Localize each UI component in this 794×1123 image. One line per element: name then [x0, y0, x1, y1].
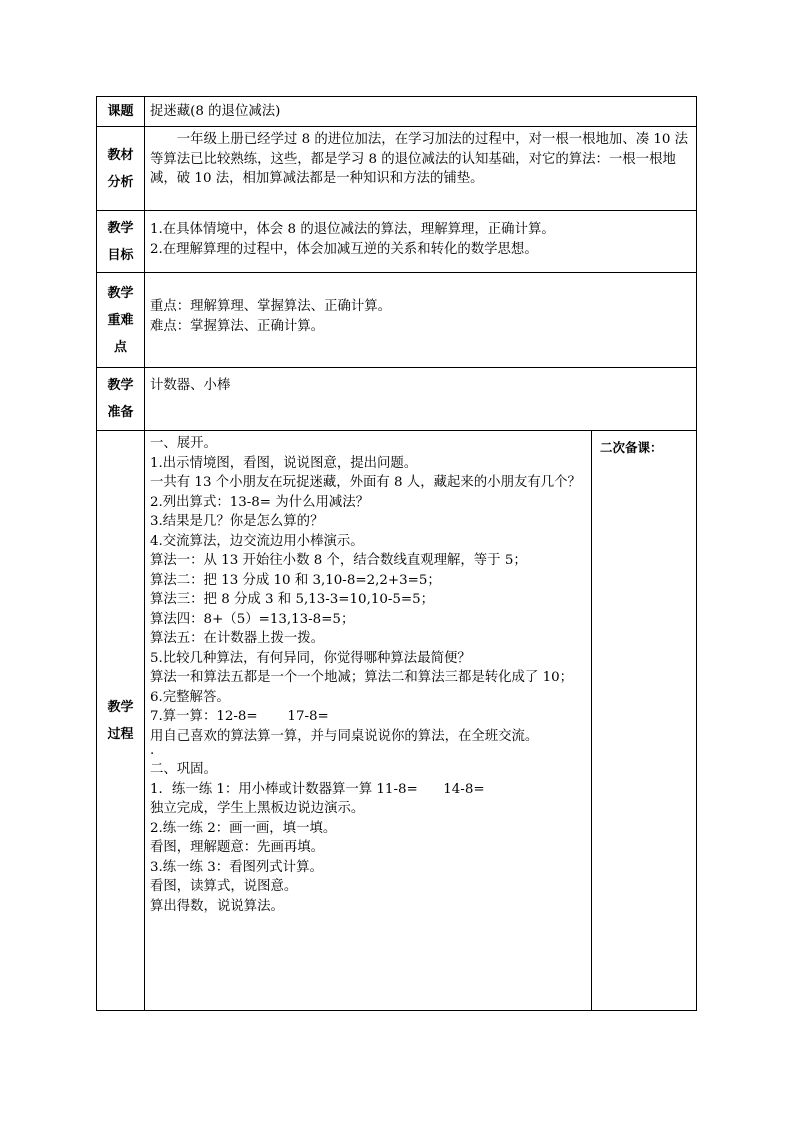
process-line: 算法一：从 13 开始往小数 8 个，结合数线直观理解，等于 5；: [150, 553, 527, 568]
process-line: 二、巩固。: [150, 762, 217, 777]
preparation-content: [145, 368, 697, 431]
key-point-item: 重点：理解算理、掌握算法、正确计算。: [150, 299, 392, 314]
process-line: 算法五：在计数器上拨一拨。: [150, 631, 325, 646]
process-line: 1．练一练 1：用小棒或计数器算一算 11-8= 14-8=: [150, 781, 485, 797]
process-line: 4.交流算法，边交流边用小棒演示。: [150, 533, 364, 549]
preparation-text: 计数器、小棒: [150, 378, 231, 393]
process-line: 看图，理解题意：先画再填。: [150, 840, 325, 855]
goals-content: [145, 211, 697, 273]
process-line: 一共有 13 个小朋友在玩捉迷藏，外面有 8 人，藏起来的小朋友有几个？: [150, 475, 581, 490]
process-line: 独立完成，学生上黑板边说边演示。: [150, 801, 365, 816]
row-preparation: [97, 368, 697, 431]
process-line: 看图，读算式，说图意。: [150, 879, 298, 894]
row-topic: [97, 97, 697, 127]
analysis-content: [145, 127, 697, 211]
goal-item: 1.在具体情境中，体会 8 的退位减法的算法，理解算理，正确计算。: [150, 222, 555, 237]
process-line: 算出得数，说说算法。: [150, 898, 284, 914]
process-line: 3.练一练 3：看图列式计算。: [150, 859, 323, 875]
row-analysis: [97, 127, 697, 211]
process-line: 5.比较几种算法，有何异同，你觉得哪种算法最简便？: [150, 650, 471, 666]
process-line: 3.结果是几？你是怎么算的？: [150, 514, 324, 529]
goal-item: 2.在理解算理的过程中，体会加减互逆的关系和转化的数学思想。: [150, 241, 538, 257]
label-topic: 课题: [97, 97, 145, 127]
process-line: 用自己喜欢的算法算一算，并与同桌说说你的算法，在全班交流。: [150, 728, 539, 744]
process-content: [145, 431, 592, 1011]
process-line: 7.算一算：12-8= 17-8=: [150, 709, 329, 724]
process-line: 算法四：8+（5）=13,13-8=5；: [150, 611, 355, 627]
second-prep-label: 二次备课：: [599, 440, 663, 455]
process-line: 1.出示情境图，看图，说说图意，提出问题。: [150, 455, 418, 471]
process-line: 一、展开。: [150, 436, 217, 451]
label-preparation: 教学 准备: [97, 368, 145, 431]
row-key-points: [97, 273, 697, 368]
row-process: [97, 431, 697, 1011]
label-key-points: 教学 重难 点: [97, 273, 145, 368]
key-points-content: [145, 273, 697, 368]
process-line: 算法二：把 13 分成 10 和 3,10-8=2,2+3=5；: [150, 572, 441, 588]
key-point-item: 难点：掌握算法、正确计算。: [150, 318, 325, 334]
row-goals: [97, 211, 697, 273]
label-process: 教学 过程: [97, 431, 145, 1011]
process-line: 2.列出算式：13-8= 为什么用减法？: [150, 494, 370, 510]
process-line: 算法三：把 8 分成 3 和 5,13-3=10,10-5=5；: [150, 592, 435, 607]
process-dot: .: [150, 743, 155, 758]
second-prep-notes: [591, 431, 696, 1011]
topic-text: 捉迷藏(8 的退位减法): [150, 103, 281, 119]
analysis-text: 一年级上册已经学过 8 的进位加法，在学习加法的过程中，对一根一根地加、凑 10 法等算法已比较熟练，这些，都是学习 8 的退位减法的认知基础，对它的算法：一根一根地减，破 10 法，相加算减法都是一种知识和方法的铺垫。: [150, 132, 689, 186]
topic-content: [145, 97, 697, 127]
process-line: 算法一和算法五都是一个一个地减；算法二和算法三都是转化成了 10；: [150, 670, 574, 685]
label-analysis: 教材 分析: [97, 127, 145, 211]
lesson-plan-table: [96, 96, 697, 1011]
process-line: 2.练一练 2：画一画，填一填。: [150, 820, 337, 836]
label-goals: 教学 目标: [97, 211, 145, 273]
process-line: 6.完整解答。: [150, 689, 230, 705]
